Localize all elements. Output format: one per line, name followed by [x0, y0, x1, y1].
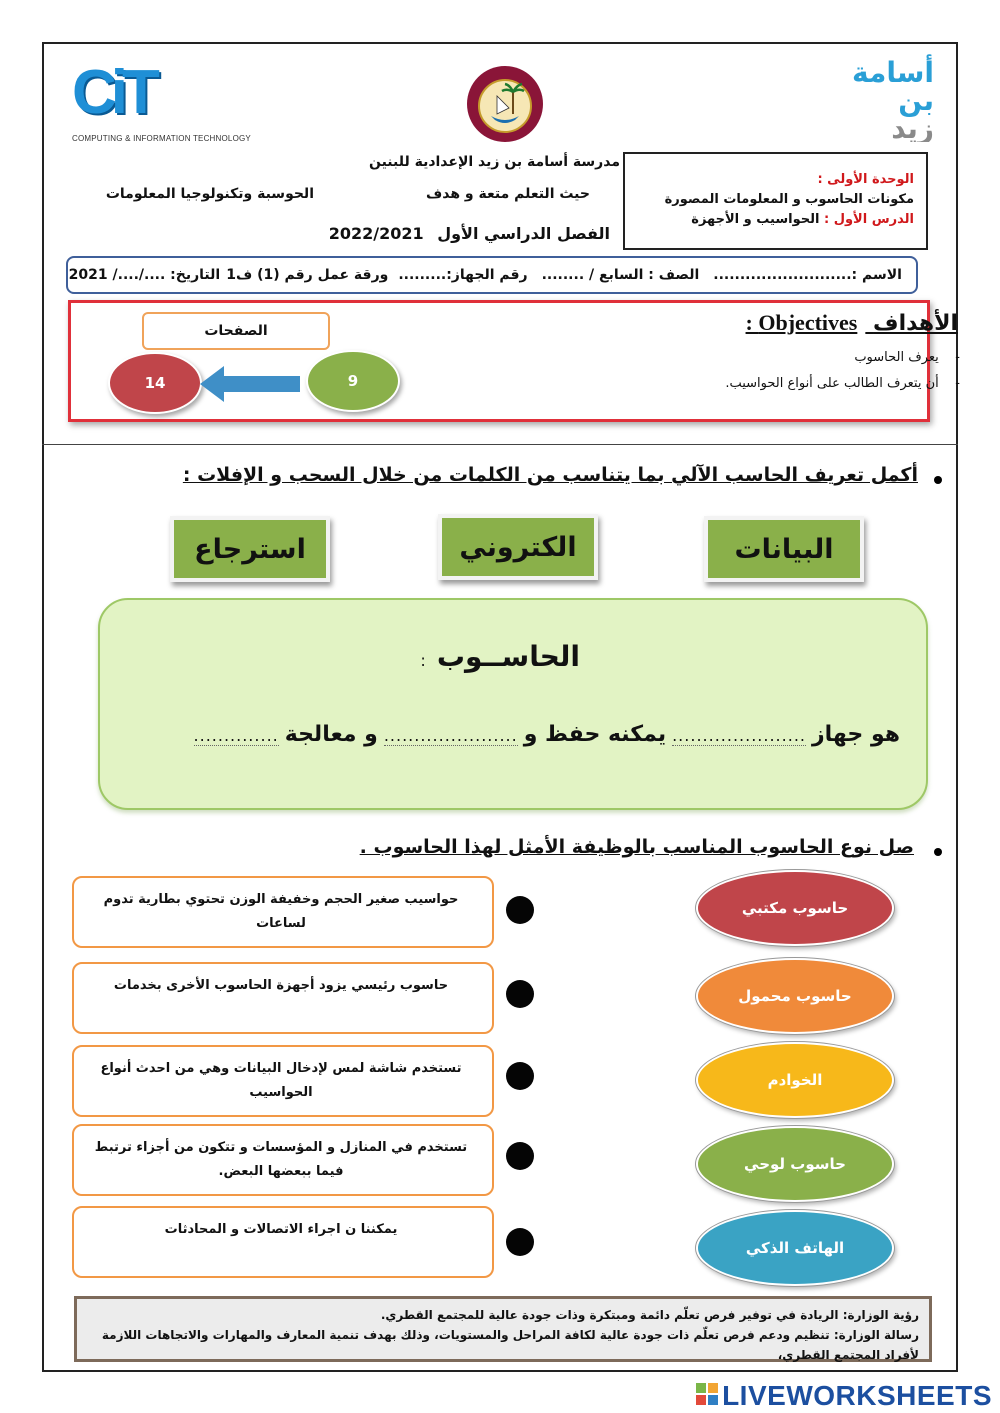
definition-part1: هو جهاز	[811, 722, 900, 747]
lesson-name: الحواسيب و الأجهزة	[691, 212, 820, 227]
arrow-left-icon	[200, 364, 304, 404]
objectives-title-ar: الأهداف	[873, 311, 958, 336]
unit-title: الوحدة الأولى :	[817, 172, 914, 187]
department-title: الحوسبة وتكنولوجيا المعلومات	[105, 186, 314, 202]
mission-line: رسالة الوزارة: تنظيم ودعم فرص تعلّم ذات جودة عالية لكافة المراحل والمستويات، وذلك بهدف تنمية المعارف والمهارات والاتجاهات اللازمة لأفراد المجتمع القطري،	[101, 1328, 919, 1362]
lesson-line	[633, 210, 914, 230]
worksheet-number: ورقة عمل رقم (1) ف1	[226, 267, 389, 283]
definition-sentence	[194, 722, 900, 747]
definition-part3: و معالجة	[284, 722, 378, 747]
ministry-emblem	[455, 58, 555, 146]
grade-field: الصف : السابع / ........	[541, 267, 700, 283]
objectives-title-en: Objectives :	[745, 310, 858, 335]
blank-3-dropzone[interactable]: ..............	[193, 726, 279, 745]
blank-1-dropzone[interactable]: ......................	[672, 726, 806, 745]
objective-bullet: -	[938, 376, 960, 391]
match-description-3: تستخدم شاشة لمس لإدخال البيانات وهي من احدث أنواع الحواسيب	[72, 1045, 494, 1117]
question2-title: صل نوع الحاسوب المناسب بالوظيفة الأمثل لهذا الحاسوب .	[359, 836, 914, 858]
match-dot-3[interactable]	[506, 1062, 534, 1090]
computer-type-servers[interactable]: الخوادم	[696, 1042, 894, 1118]
school-logo-line1: أسامة	[852, 56, 934, 89]
liveworksheets-wordmark: LIVEWORKSHEETS	[722, 1380, 992, 1411]
page-from-circle: 9	[306, 350, 400, 412]
computer-type-smartphone[interactable]: الهاتف الذكي	[696, 1210, 894, 1286]
objectives-title	[746, 310, 958, 336]
objective-text: أن يتعرف الطالب على أنواع الحواسيب.	[725, 376, 939, 391]
section-divider	[42, 444, 958, 445]
semester-label: الفصل الدراسي الأول	[437, 224, 610, 243]
device-field: رقم الجهاز:.........	[398, 267, 528, 283]
objective-bullet: -	[938, 350, 960, 365]
definition-heading	[420, 640, 580, 673]
match-dot-1[interactable]	[506, 896, 534, 924]
drag-word-data[interactable]: البيانات	[704, 516, 864, 582]
definition-title: الحاســوب	[436, 640, 580, 673]
unit-name: مكونات الحاسوب و المعلومات المصورة	[664, 192, 914, 207]
name-field: الاسم :..........................	[713, 267, 902, 283]
liveworksheets-brand	[696, 1380, 992, 1412]
definition-colon: :	[420, 651, 426, 670]
objective-item	[854, 350, 960, 365]
drag-word-retrieve[interactable]: استرجاع	[170, 516, 330, 582]
definition-part2: يمكنه حفظ و	[523, 722, 667, 747]
question1-title: أكمل تعريف الحاسب الآلي بما يتناسب من الكلمات من خلال السحب و الإفلات :	[182, 464, 918, 486]
match-description-1: حواسيب صغير الحجم وخفيفة الوزن تحتوي بطارية تدوم لساعات	[72, 876, 494, 948]
question-bullet	[934, 476, 942, 484]
definition-box	[98, 598, 928, 810]
academic-year: 2022/2021	[328, 224, 424, 243]
cit-logo-letters: CiT	[72, 58, 154, 127]
date-field: التاريخ: ..../..../ 2021	[68, 267, 221, 283]
match-description-5: يمكننا ن اجراء الاتصالات و المحادثات	[72, 1206, 494, 1278]
match-description-2: حاسوب رئيسي يزود أجهزة الحاسوب الأخرى بخدمات	[72, 962, 494, 1034]
semester-line	[328, 224, 610, 243]
school-name: مدرسة أسامة بن زيد الإعدادية للبنين	[368, 154, 620, 170]
liveworksheets-icon	[696, 1383, 718, 1409]
cit-logo-subtitle: COMPUTING & INFORMATION TECHNOLOGY	[72, 134, 251, 143]
slogan: حيث التعلم متعة و هدف	[425, 186, 590, 202]
vision-line: رؤية الوزارة: الريادة في توفير فرص تعلّم دائمة ومبتكرة وذات جودة عالية للمجتمع القطري.	[380, 1308, 919, 1322]
ministry-vision-box	[74, 1296, 932, 1362]
blank-2-dropzone[interactable]: ......................	[383, 726, 518, 745]
match-description-4: تستخدم في المنازل و المؤسسات و تتكون من أجزاء ترتبط فيما ببعضها البعض.	[72, 1124, 494, 1196]
question-bullet	[934, 848, 942, 856]
school-logo-line2: بن	[898, 84, 934, 117]
school-logo	[838, 52, 938, 142]
computer-type-desktop[interactable]: حاسوب مكتبي	[696, 870, 894, 946]
drag-word-electronic[interactable]: الكتروني	[438, 514, 598, 580]
cit-logo	[72, 58, 251, 152]
objective-item	[725, 376, 960, 391]
objective-text: يعرف الحاسوب	[854, 350, 939, 365]
match-dot-5[interactable]	[506, 1228, 534, 1256]
school-logo-line3: زيد	[891, 112, 934, 142]
lesson-label: الدرس الأول :	[823, 212, 914, 227]
unit-box	[623, 152, 928, 250]
pages-label: الصفحات	[142, 312, 330, 350]
student-info-bar	[66, 256, 918, 294]
computer-type-tablet[interactable]: حاسوب لوحي	[696, 1126, 894, 1202]
match-dot-4[interactable]	[506, 1142, 534, 1170]
page-to-circle: 14	[108, 352, 202, 414]
computer-type-laptop[interactable]: حاسوب محمول	[696, 958, 894, 1034]
match-dot-2[interactable]	[506, 980, 534, 1008]
